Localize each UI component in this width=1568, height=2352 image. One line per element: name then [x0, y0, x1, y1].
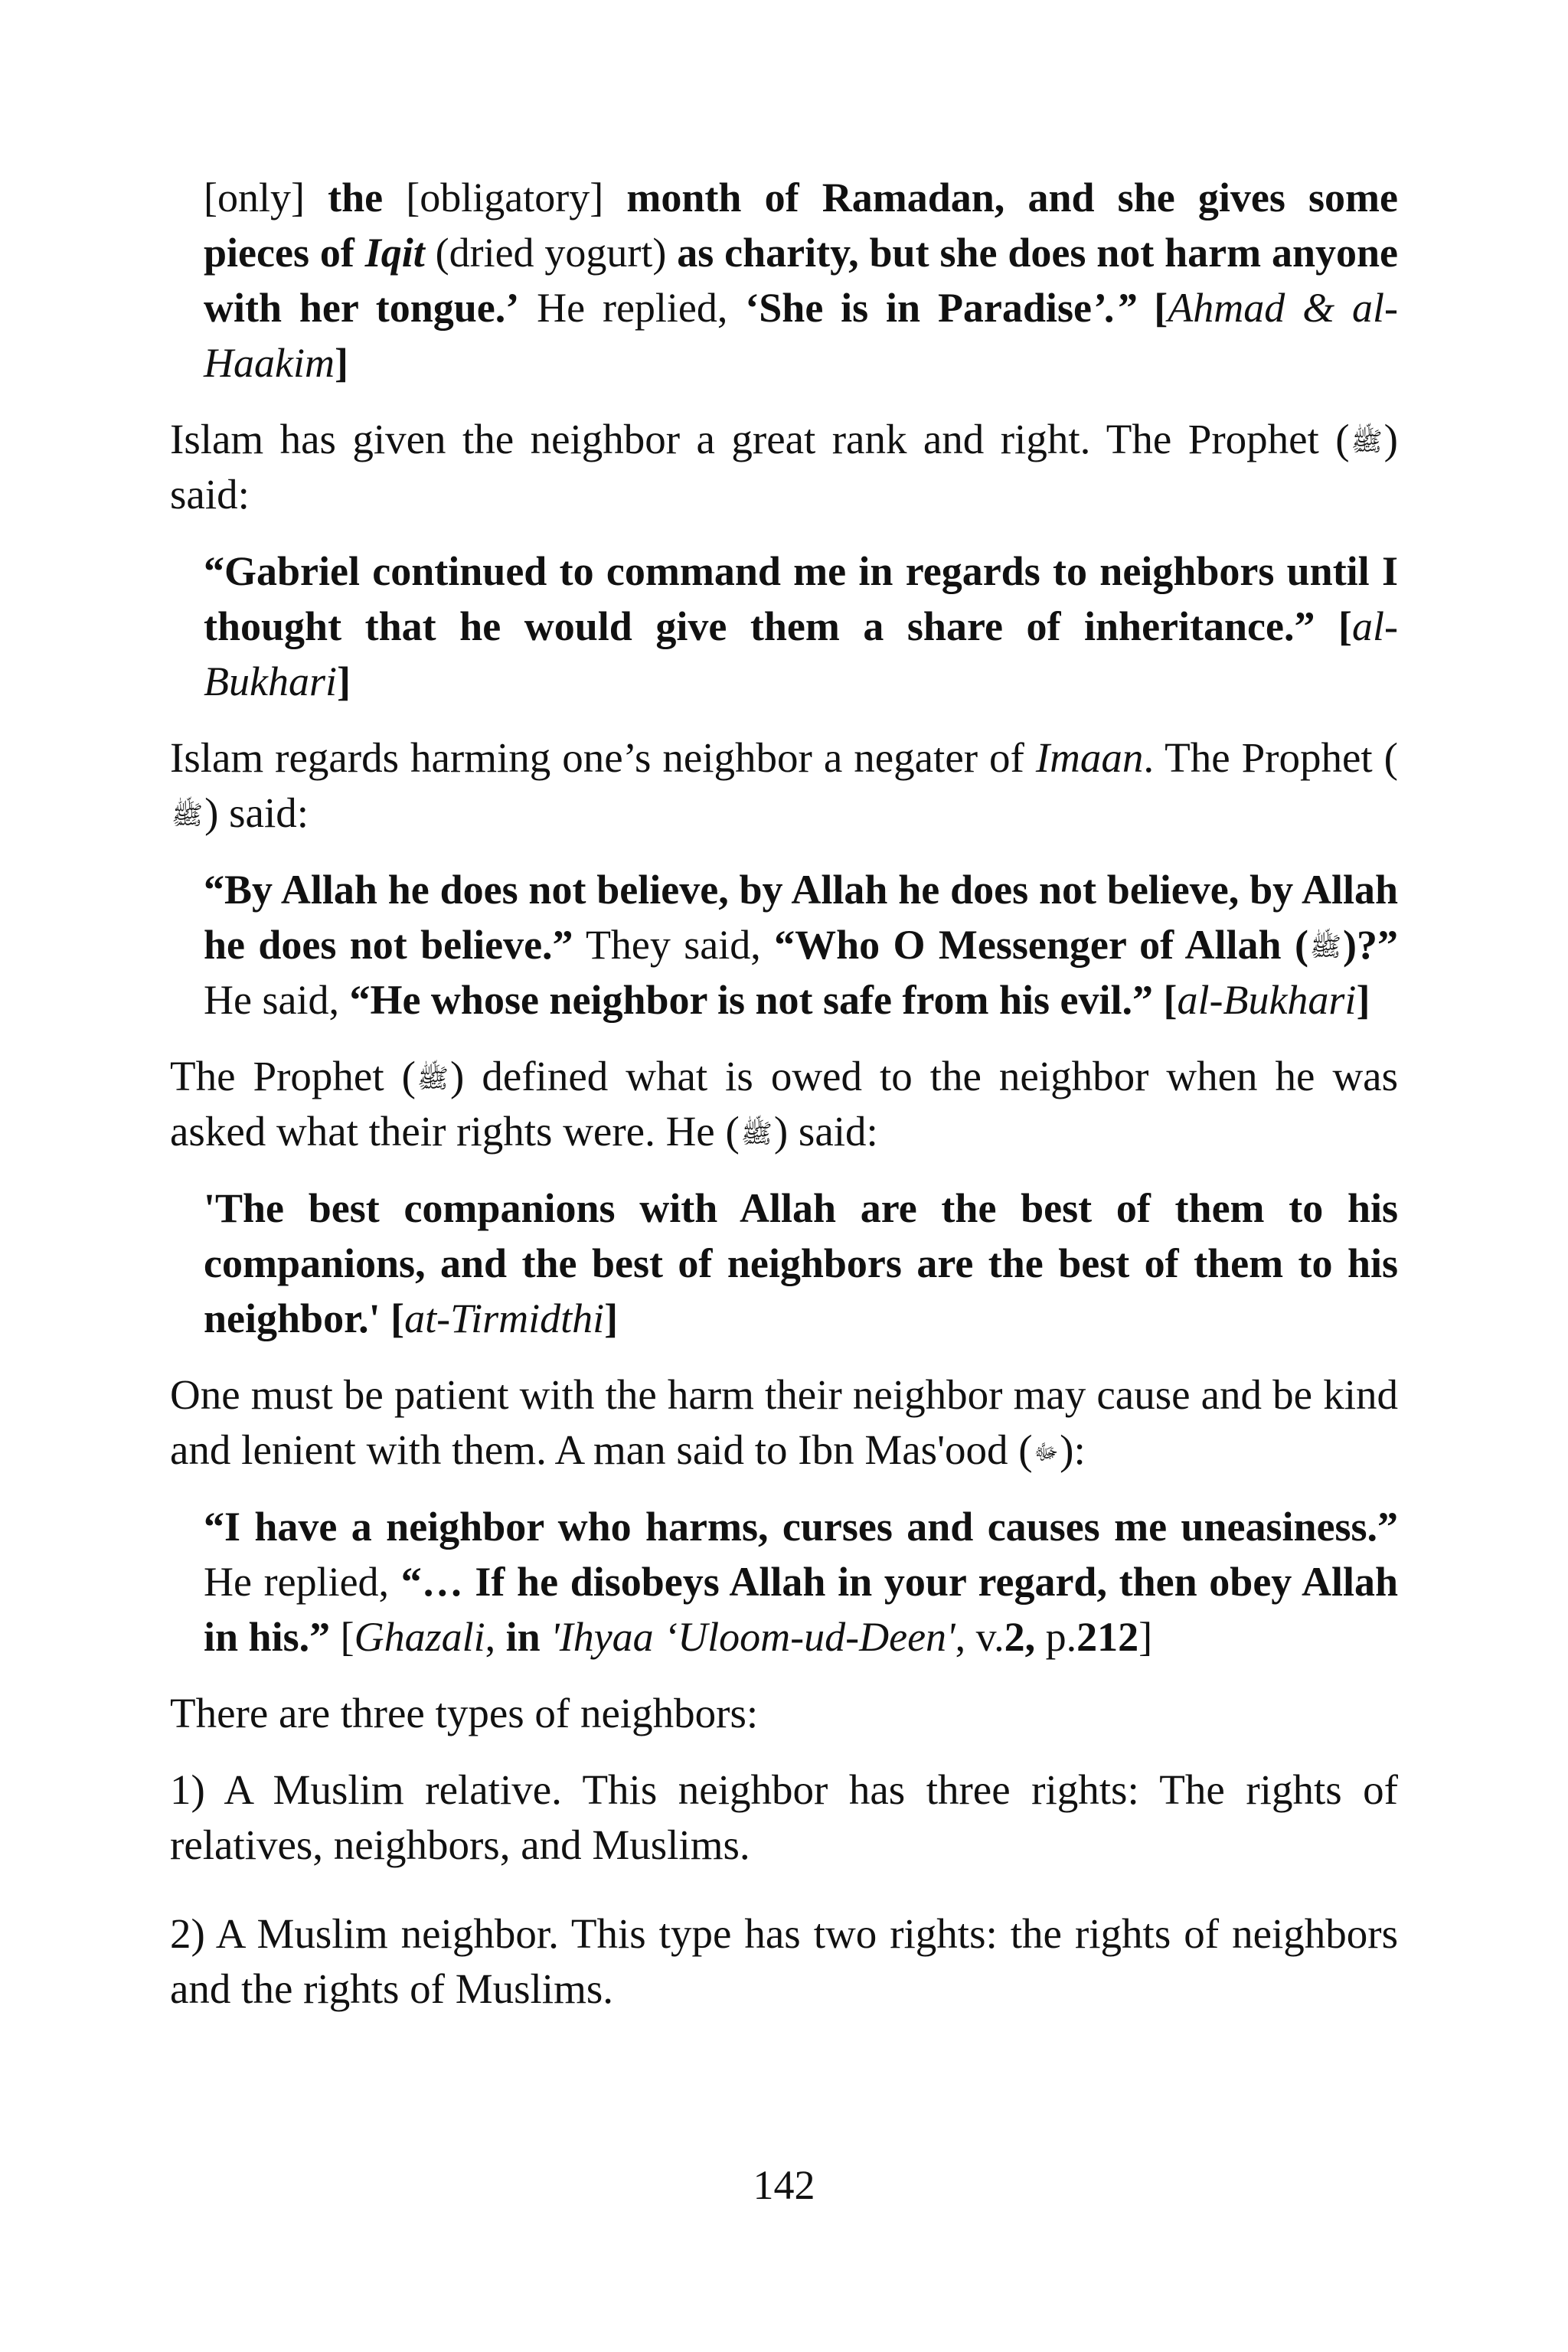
quote-ibn-masood	[204, 1499, 1398, 1664]
text-segment: [	[330, 1614, 354, 1660]
paragraph-types-intro: There are three types of neighbors:	[170, 1690, 759, 1736]
text-segment: ]	[1138, 1614, 1153, 1660]
text-segment: month of Ramadan, and she gives some pieces of	[204, 175, 1398, 276]
text-segment: Islam has given the neighbor a great rank and right. The Prophet (	[170, 416, 1350, 462]
citation-source: Ahmad & al-Haakim	[204, 285, 1398, 386]
citation-source: al-Bukhari	[1177, 977, 1357, 1023]
hadith-quote-companions	[204, 1181, 1398, 1346]
text-segment: as charity, but she does not harm anyone with her tongue.’	[204, 230, 1399, 331]
salla-honorific-icon: ﷺ	[1351, 428, 1383, 456]
text-segment: [	[380, 1295, 405, 1341]
text-segment: 2,	[1004, 1614, 1036, 1660]
text-segment: “… If he disobeys Allah in your regard, then obey Allah in his.”	[204, 1559, 1399, 1660]
text-segment: They said,	[573, 922, 775, 968]
text-segment: ) said:	[204, 789, 309, 836]
text-segment: ]	[334, 340, 348, 386]
hadith-quote-gabriel	[204, 544, 1398, 709]
salla-honorific-icon: ﷺ	[740, 1120, 773, 1148]
term-imaan: Imaan	[1035, 734, 1144, 781]
text-segment: [obligatory]	[383, 175, 627, 220]
text-segment: ,	[485, 1614, 506, 1660]
text-segment: (dried yogurt)	[424, 230, 678, 276]
citation-source: at-Tirmidthi	[404, 1295, 605, 1341]
text-segment: ) said:	[170, 416, 1398, 518]
paragraph-neighbor-rank	[170, 412, 1398, 522]
text-segment: ]	[604, 1295, 619, 1341]
text-segment: , v.	[955, 1614, 1004, 1660]
text-segment	[541, 1614, 551, 1660]
text-segment: He said,	[204, 977, 350, 1023]
text-segment: [	[1315, 603, 1353, 649]
text-segment: One must be patient with the harm their neighbor may cause and be kind and lenient with them. A man said to Ibn Mas'ood (	[170, 1371, 1398, 1473]
hadith-quote-ramadan	[204, 170, 1398, 390]
text-segment: ) said:	[773, 1108, 878, 1155]
list-item: 1) A Muslim relative. This neighbor has three rights: The rights of relatives, neighbors, and Muslims.	[170, 1766, 1398, 1868]
citation-book: 'Ihyaa ‘Uloom-ud-Deen'	[550, 1614, 956, 1660]
text-segment: He replied,	[204, 1559, 401, 1605]
text-segment: )?”	[1343, 922, 1398, 968]
text-segment: the	[328, 175, 384, 220]
term-iqit: Iqit	[364, 230, 425, 276]
text-segment: “Gabriel continued to command me in regards to neighbors until I thought that he would give them a share of inheritance.”	[204, 548, 1398, 649]
radiya-honorific-icon: ﷻ	[1034, 1441, 1059, 1465]
text-segment: p.	[1035, 1614, 1077, 1660]
text-segment: “I have a neighbor who harms, curses and causes me uneasiness.”	[204, 1504, 1398, 1550]
text-segment: Islam regards harming one’s neighbor a negater of	[170, 734, 1036, 781]
text-segment: ) defined what is owed to the neighbor when he was asked what their rights were. He (	[170, 1053, 1398, 1155]
text-segment: “By Allah he does not believe, by Allah he does not believe, by Allah he does not believe.”	[204, 867, 1398, 968]
text-segment: “He whose neighbor is not safe from his evil.”	[349, 977, 1153, 1023]
text-segment: [	[1136, 285, 1168, 331]
paragraph-patience	[170, 1367, 1398, 1478]
text-segment: 212	[1076, 1614, 1139, 1660]
page-number: 142	[753, 2162, 815, 2208]
citation-source: al-Bukhari	[204, 603, 1399, 704]
citation-author: Ghazali	[354, 1614, 485, 1660]
page-content	[170, 170, 1398, 2050]
text-segment: . The Prophet (	[1143, 734, 1398, 781]
list-item: 2) A Muslim neighbor. This type has two rights: the rights of neighbors and the rights of Muslims.	[170, 1910, 1398, 2012]
text-segment: ]	[336, 658, 351, 704]
text-segment: ):	[1060, 1426, 1086, 1473]
hadith-quote-believe	[204, 862, 1398, 1027]
text-segment: ]	[1356, 977, 1370, 1023]
text-segment: ’.”	[1091, 285, 1137, 331]
salla-honorific-icon: ﷺ	[416, 1065, 449, 1093]
salla-honorific-icon: ﷺ	[172, 802, 204, 830]
text-segment: The Prophet (	[170, 1053, 416, 1099]
paragraph-harming-neighbor	[170, 730, 1398, 841]
paragraph-neighbor-rights	[170, 1049, 1398, 1159]
text-segment: in	[505, 1614, 541, 1660]
text-segment: He replied,	[519, 285, 746, 331]
text-segment: “Who O Messenger of Allah (	[774, 922, 1308, 968]
text-segment: [only]	[204, 175, 328, 220]
text-segment: ‘She is in Paradise	[745, 285, 1092, 331]
salla-honorific-icon: ﷺ	[1309, 933, 1342, 962]
text-segment: [	[1152, 977, 1178, 1023]
text-segment: 'The best companions with Allah are the best of them to his companions, and the best of neighbors are the best of them to his neighbor.'	[204, 1185, 1398, 1341]
